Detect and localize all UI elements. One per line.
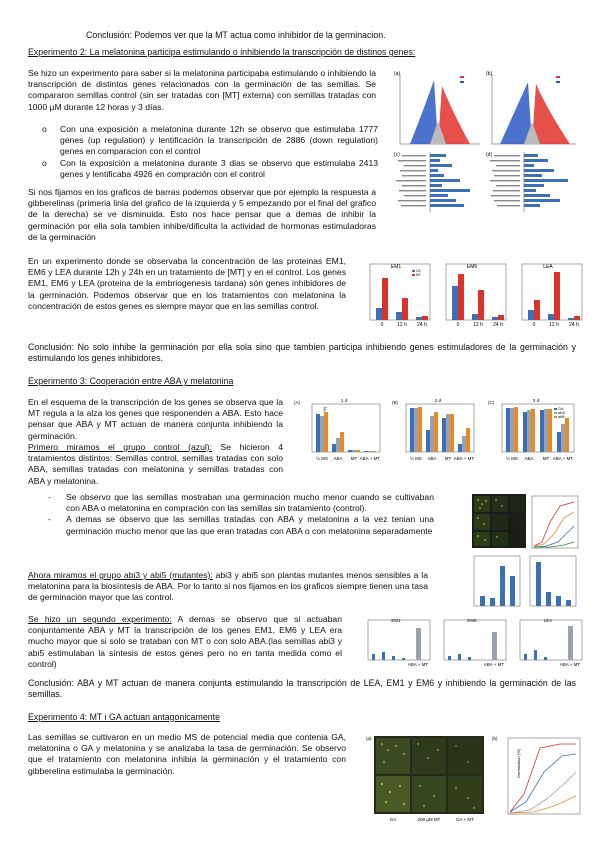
- svg-text:½ MS: ½ MS: [410, 456, 422, 461]
- exp4-title: Experimento 4: MT i GA actuan antagonicamente: [28, 712, 221, 722]
- svg-text:24 h: 24 h: [569, 322, 579, 328]
- em1-bar-chart: [370, 264, 430, 328]
- svg-text:MT: MT: [350, 456, 358, 461]
- ga-mt-seed-plates: [366, 736, 484, 822]
- svg-text:MT: MT: [444, 456, 452, 461]
- exp3-title: Experimento 3: Cooperación entre ABA y melatonina: [28, 376, 234, 386]
- panel-label: (d): [486, 152, 493, 158]
- panel-label: (c): [394, 152, 400, 158]
- svg-text:ABA + MT: ABA + MT: [559, 662, 581, 667]
- svg-text:ABA: ABA: [524, 456, 534, 461]
- svg-text:ABA + MT: ABA + MT: [359, 456, 381, 461]
- aba-mt-expression-figure: [356, 614, 586, 670]
- svg-text:MT: MT: [416, 273, 422, 277]
- exp4-text: Las semillas se cultivaron en un medio MS de potencial media que contenia GA, melatonina o GA y melatonina y se analizaba la tasa de germinación. Se observo que el tratamiento con melatonina inhibia la germinación y el tratamiento con gibberelina estimulaba la germinación.: [28, 732, 346, 776]
- svg-text:0: 0: [380, 322, 384, 328]
- em6-treatment-chart: [444, 618, 506, 667]
- exp3-conclusion: Conclusión: ABA y MT actuan de manera conjunta estimulando la transcripción de LEA, EM1 y EM6 y inhibiendo la germinación de las semillas.: [28, 678, 576, 700]
- germination-bars: [474, 556, 576, 606]
- panel-label: (a): [394, 71, 401, 77]
- list-item: - A demas se observo que las semillas tratadas con ABA y melatonina a la vez tenian una germinación mucho menor que las que eran tratadas con ABA o con melatonina separadamente: [48, 514, 434, 536]
- svg-text:Col: Col: [558, 407, 564, 411]
- svg-text:24 h: 24 h: [417, 322, 427, 328]
- svg-text:EM1: EM1: [390, 264, 402, 270]
- seed-plates-figure: [470, 492, 582, 612]
- svg-text:200 µM MT: 200 µM MT: [417, 817, 441, 822]
- svg-text:ABA + MT: ABA + MT: [407, 662, 429, 667]
- svg-text:(A): (A): [294, 400, 300, 405]
- svg-text:3 d: 3 d: [532, 398, 540, 403]
- svg-text:0: 0: [532, 322, 536, 328]
- exp2-intro: Se hizo un experimento para saber si la melatonina participaba estimulando o inhibiendo la transcripción de distintos genes relacionados con la germinación de las semillas. Se compararon semillas control (sin ser tratadas con [MT] externa) con semillas tratadas con 1000 µM durante 12 horas y 3 días.: [28, 68, 376, 112]
- panel-label: (b): [486, 71, 493, 77]
- germination-3d-chart: [488, 398, 574, 461]
- list-item: o Con la exposición a melatonina durante 3 dias se observo que estimulaba 2413 genes y lentificaba 4926 en compración con el control: [42, 157, 378, 179]
- svg-text:24 h: 24 h: [493, 322, 503, 328]
- svg-text:0: 0: [456, 322, 460, 328]
- svg-text:ABA: ABA: [333, 456, 343, 461]
- svg-text:abi3: abi3: [558, 411, 565, 415]
- svg-text:ABA + MT: ABA + MT: [453, 456, 475, 461]
- seed-plates-grid: [472, 494, 526, 548]
- exp2-conclusion: Conclusión: No solo inhibe la germinación por ella sola sino que tambien participa inhibiendo genes estimuladores de la germinación y estimulando los genes inhibidores.: [28, 342, 576, 364]
- exp2-para2-a: Si nos fijamos en los graficos de barras podemos observar que por ejemplo la respuesta a gibberelinas (primeria linia del grafico de la izquierda y 5 empezando por el final del grafico de la derecha) se ve disminuida. Esto nos hace pensar que a demas de inhibir la germinación por ella sola tambien inhibe/dificulta la actividad de hormonas estimuladoras de la germinación: [28, 187, 376, 242]
- svg-text:(a): (a): [366, 736, 372, 741]
- svg-text:12 h: 12 h: [473, 322, 483, 328]
- svg-text:1 d: 1 d: [340, 398, 348, 403]
- volcano-go-figure: [390, 66, 580, 216]
- svg-text:MT: MT: [542, 456, 550, 461]
- svg-text:2 d: 2 d: [434, 398, 442, 403]
- exp3-intro: En el esquema de la transcripción de los genes se observa que la MT regula a la alza los genes que responenden a ABA. Esto hace pensar que ABA y MT actuan de manera conjunta inhibiendo la germinación.: [28, 397, 283, 441]
- list-item: - Se observo que las semillas mostraban una germinación mucho menor cuando se cultivaban con ABA o melatonina en compración con las semillas sin tratamiento (control).: [48, 492, 434, 514]
- svg-text:EM6: EM6: [466, 264, 478, 270]
- svg-text:½ MS: ½ MS: [316, 456, 328, 461]
- svg-text:GA + MT: GA + MT: [456, 817, 474, 822]
- exp2-title: Experimento 2: La melatonina participa estimulando o inhibiendo la transcripción de distinos genes:: [28, 47, 416, 57]
- svg-text:ABA + MT: ABA + MT: [552, 456, 574, 461]
- svg-text:12 h: 12 h: [397, 322, 407, 328]
- conclusion-1: Conclusión: Podemos ver que la MT actua como inhibidor de la germinacion.: [86, 30, 386, 40]
- svg-text:12 h: 12 h: [549, 322, 559, 328]
- svg-text:LEA: LEA: [543, 264, 553, 270]
- exp2-bullets: [38, 124, 378, 180]
- exp3-bullets: [44, 492, 434, 537]
- germination-2d-chart: [392, 398, 474, 461]
- svg-text:(b): (b): [492, 736, 498, 741]
- svg-text:LEA: LEA: [543, 618, 553, 623]
- svg-text:EM6: EM6: [467, 618, 477, 623]
- germination-curve-chart: [532, 496, 578, 548]
- ga-mt-curve-chart: [492, 736, 580, 814]
- svg-text:Germination (%): Germination (%): [516, 748, 521, 778]
- em-lea-expression-figure: [356, 260, 586, 330]
- em6-bar-chart: [446, 264, 506, 328]
- svg-text:GA: GA: [389, 817, 397, 822]
- lea-treatment-chart: [520, 618, 582, 667]
- svg-text:ABA + MT: ABA + MT: [483, 662, 505, 667]
- exp3-second: Se hizo un segundo experimento: A demas se observo que si actuaban conjuntamente ABA y MT la transcripción de los genes EM1, EM6 y LEA era mucho mayor que si solo se trataban con MT o con solo ABA.(las semillas abi3 y abi5 estimulaban la síntesis de estos genes pero no en tanta medida como el control): [28, 614, 342, 669]
- em1-treatment-chart: [368, 618, 430, 667]
- ga-mt-figure: [364, 732, 586, 824]
- svg-text:(C): (C): [488, 400, 495, 405]
- svg-text:Germination (%): (%): [322, 406, 327, 414]
- svg-text:(B): (B): [392, 400, 398, 405]
- svg-text:ABA: ABA: [427, 456, 437, 461]
- germination-1-3d-figure: [292, 392, 588, 472]
- germination-1d-chart: [294, 398, 380, 461]
- lea-bar-chart: [522, 264, 582, 328]
- exp2-para3: En un experimento donde se observaba la concentración de las proteinas EM1, EM6 y LEA durante 12h y 24h en un tratamiento de [MT] y en el control. Los genes EM1, EM6 y LEA (proteina de la embriogenesis tardana) són genes inhibidores de la germinación. Podemos observar que en los tratamientos con melatonina la concentración de estos genes es siempre mayor que en las semillas control.: [28, 256, 346, 311]
- svg-text:½ MS: ½ MS: [506, 456, 518, 461]
- exp3-group: Primero miramos el grupo control (azul): Se hicieron 4 tratamientos distintos: Semillas control, semillas tratadas con solo ABA, semillas tratadas con melatonina y semillas tratadas con ABA y melatonina.: [28, 442, 283, 486]
- svg-text:abi5: abi5: [558, 415, 565, 419]
- svg-text:EM1: EM1: [391, 618, 401, 623]
- list-item: o Con una exposición a melatonina durante 12h se observo que estimulaba 1777 genes (up regulation) y lentificación la transcripción de 2886 (down regulation) genes en comparacion con el control: [42, 124, 378, 157]
- svg-text:CK: CK: [416, 269, 421, 273]
- exp3-mutants: Ahora miramos el grupo abi3 y abi5 (mutantes): abi3 y abi5 son plantas mutantes menos sensibles a la melatonina para la biosíntesis de ABA. Por lo tanto si nos fijamos en los graficos siempre tienen una tasa de germinación mayor que las control.: [28, 570, 428, 603]
